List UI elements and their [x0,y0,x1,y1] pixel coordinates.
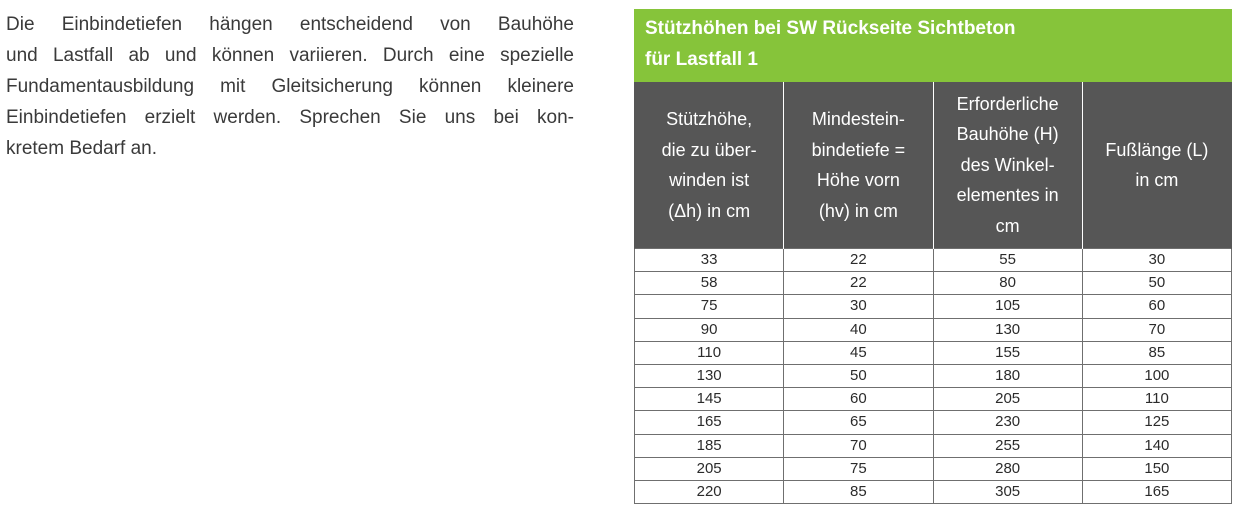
table-cell: 180 [933,365,1082,388]
table-row [635,249,1232,272]
table-row [635,457,1232,480]
table-cell: 58 [635,272,784,295]
table-row [635,341,1232,364]
table-cell: 100 [1082,365,1231,388]
table-cell: 110 [635,341,784,364]
table-cell: 30 [1082,249,1231,272]
table-cell: 125 [1082,411,1231,434]
header-row [635,82,1232,249]
table-cell: 30 [784,295,933,318]
table-cell: 22 [784,272,933,295]
table-cell: 220 [635,481,784,504]
intro-line: Einbindetiefen erzielt werden. Sprechen Sie uns bei kon- [6,107,574,128]
table-cell: 110 [1082,388,1231,411]
table-title [634,9,1232,82]
table-cell: 70 [1082,318,1231,341]
table-row [635,434,1232,457]
table-cell: 50 [1082,272,1231,295]
column-header-min-embedment: Mindestein- bindetiefe = Höhe vorn (hv) in cm [784,82,933,249]
table-cell: 165 [635,411,784,434]
table-cell: 22 [784,249,933,272]
table-cell: 205 [635,457,784,480]
table-row [635,411,1232,434]
table-cell: 33 [635,249,784,272]
table-body [635,249,1232,504]
intro-paragraph [6,9,574,164]
table-cell: 130 [933,318,1082,341]
table-row [635,388,1232,411]
table-cell: 75 [635,295,784,318]
intro-line: kretem Bedarf an. [6,138,158,159]
table-cell: 85 [784,481,933,504]
table-row [635,481,1232,504]
intro-line: und Lastfall ab und können variieren. Durch eine spezielle [6,45,574,66]
table-cell: 205 [933,388,1082,411]
table-cell: 60 [1082,295,1231,318]
table-cell: 70 [784,434,933,457]
table-row [635,365,1232,388]
column-header-required-height: Erforderliche Bauhöhe (H) des Winkel- elementes in cm [933,82,1082,249]
table-cell: 65 [784,411,933,434]
table-cell: 165 [1082,481,1231,504]
table-cell: 150 [1082,457,1231,480]
table-cell: 80 [933,272,1082,295]
table-cell: 230 [933,411,1082,434]
table-title-line2: für Lastfall 1 [645,49,758,70]
table-cell: 40 [784,318,933,341]
table-title-line1: Stützhöhen bei SW Rückseite Sichtbeton [645,18,1016,39]
table-cell: 50 [784,365,933,388]
table-cell: 140 [1082,434,1231,457]
table-cell: 255 [933,434,1082,457]
support-height-table [634,9,1232,504]
table-cell: 105 [933,295,1082,318]
table-row [635,272,1232,295]
data-table [634,82,1232,504]
column-header-support-height: Stützhöhe, die zu über- winden ist (Δh) in cm [635,82,784,249]
table-cell: 185 [635,434,784,457]
table-row [635,295,1232,318]
table-cell: 130 [635,365,784,388]
intro-line: Fundamentausbildung mit Gleitsicherung können kleinere [6,76,574,97]
table-cell: 90 [635,318,784,341]
table-cell: 60 [784,388,933,411]
table-cell: 305 [933,481,1082,504]
column-header-foot-length: Fußlänge (L) in cm [1082,82,1231,249]
table-cell: 85 [1082,341,1231,364]
table-cell: 55 [933,249,1082,272]
table-cell: 280 [933,457,1082,480]
intro-line: Die Einbindetiefen hängen entscheidend von Bauhöhe [6,14,574,35]
table-row [635,318,1232,341]
table-cell: 45 [784,341,933,364]
table-cell: 75 [784,457,933,480]
table-cell: 145 [635,388,784,411]
table-cell: 155 [933,341,1082,364]
